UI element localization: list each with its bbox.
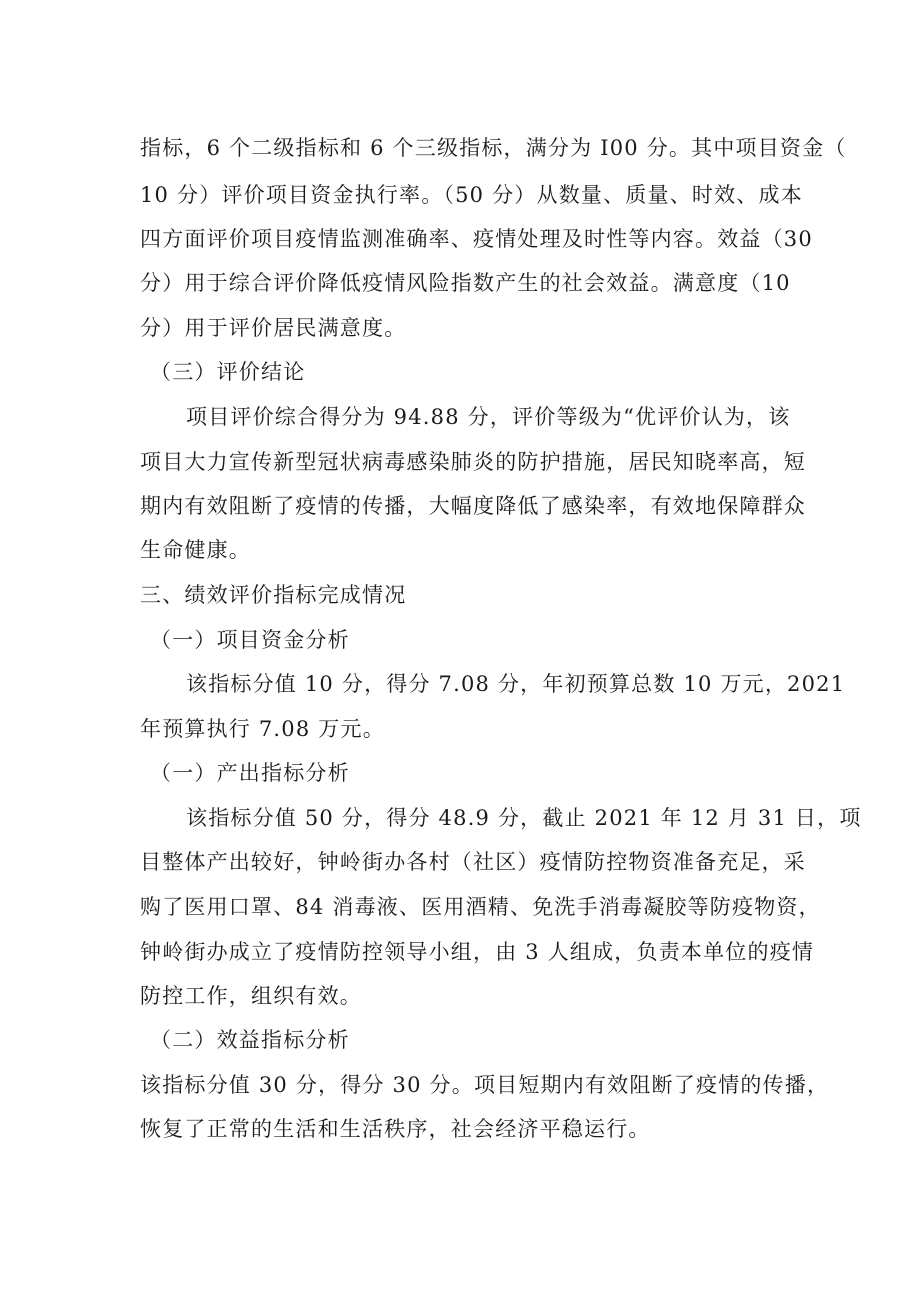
text-line: 生命健康。	[140, 538, 251, 562]
text-line: 分）用于综合评价降低疫情风险指数产生的社会效益。满意度（10	[140, 271, 791, 295]
text-line: 该指标分值 10 分，得分 7.08 分，年初预算总数 10 万元，2021	[186, 672, 846, 696]
text-line: 恢复了正常的生活和生活秩序，社会经济平稳运行。	[140, 1117, 651, 1141]
text-line: 钟岭街办成立了疫情防控领导小组，由 3 人组成，负责本单位的疫情	[140, 940, 815, 964]
text-line: 10 分）评价项目资金执行率。（50 分）从数量、质量、时效、成本	[140, 183, 803, 207]
text-line: 期内有效阻断了疫情的传播，大幅度降低了感染率，有效地保障群众	[140, 494, 806, 518]
section-heading: （一）项目资金分析	[150, 628, 350, 652]
text-line: 四方面评价项目疫情监测准确率、疫情处理及时性等内容。效益（30	[140, 227, 813, 251]
text-line: 该指标分值 30 分，得分 30 分。项目短期内有效阻断了疫情的传播，	[140, 1073, 830, 1097]
section-heading: （三）评价结论	[150, 360, 306, 384]
section-heading: （二）效益指标分析	[150, 1028, 350, 1052]
text-line: 目整体产出较好，钟岭街办各村（社区）疫情防控物资准备充足，采	[140, 850, 806, 874]
text-line: 防控工作，组织有效。	[140, 984, 362, 1008]
text-line: 项目评价综合得分为 94.88 分，评价等级为“优评价认为，该	[186, 405, 791, 429]
text-line: 指标，6 个二级指标和 6 个三级指标，满分为 I00 分。其中项目资金（	[140, 136, 847, 160]
section-heading: （一）产出指标分析	[150, 761, 350, 785]
text-line: 购了医用口罩、84 消毒液、医用酒精、免洗手消毒凝胶等防疫物资，	[140, 895, 821, 919]
text-line: 年预算执行 7.08 万元。	[140, 717, 385, 741]
chapter-heading: 三、绩效评价指标完成情况	[140, 583, 407, 607]
text-line: 分）用于评价居民满意度。	[140, 316, 407, 340]
text-line: 该指标分值 50 分，得分 48.9 分，截止 2021 年 12 月 31 日，项	[186, 806, 862, 830]
text-line: 项目大力宣传新型冠状病毒感染肺炎的防护措施，居民知晓率高，短	[140, 450, 806, 474]
